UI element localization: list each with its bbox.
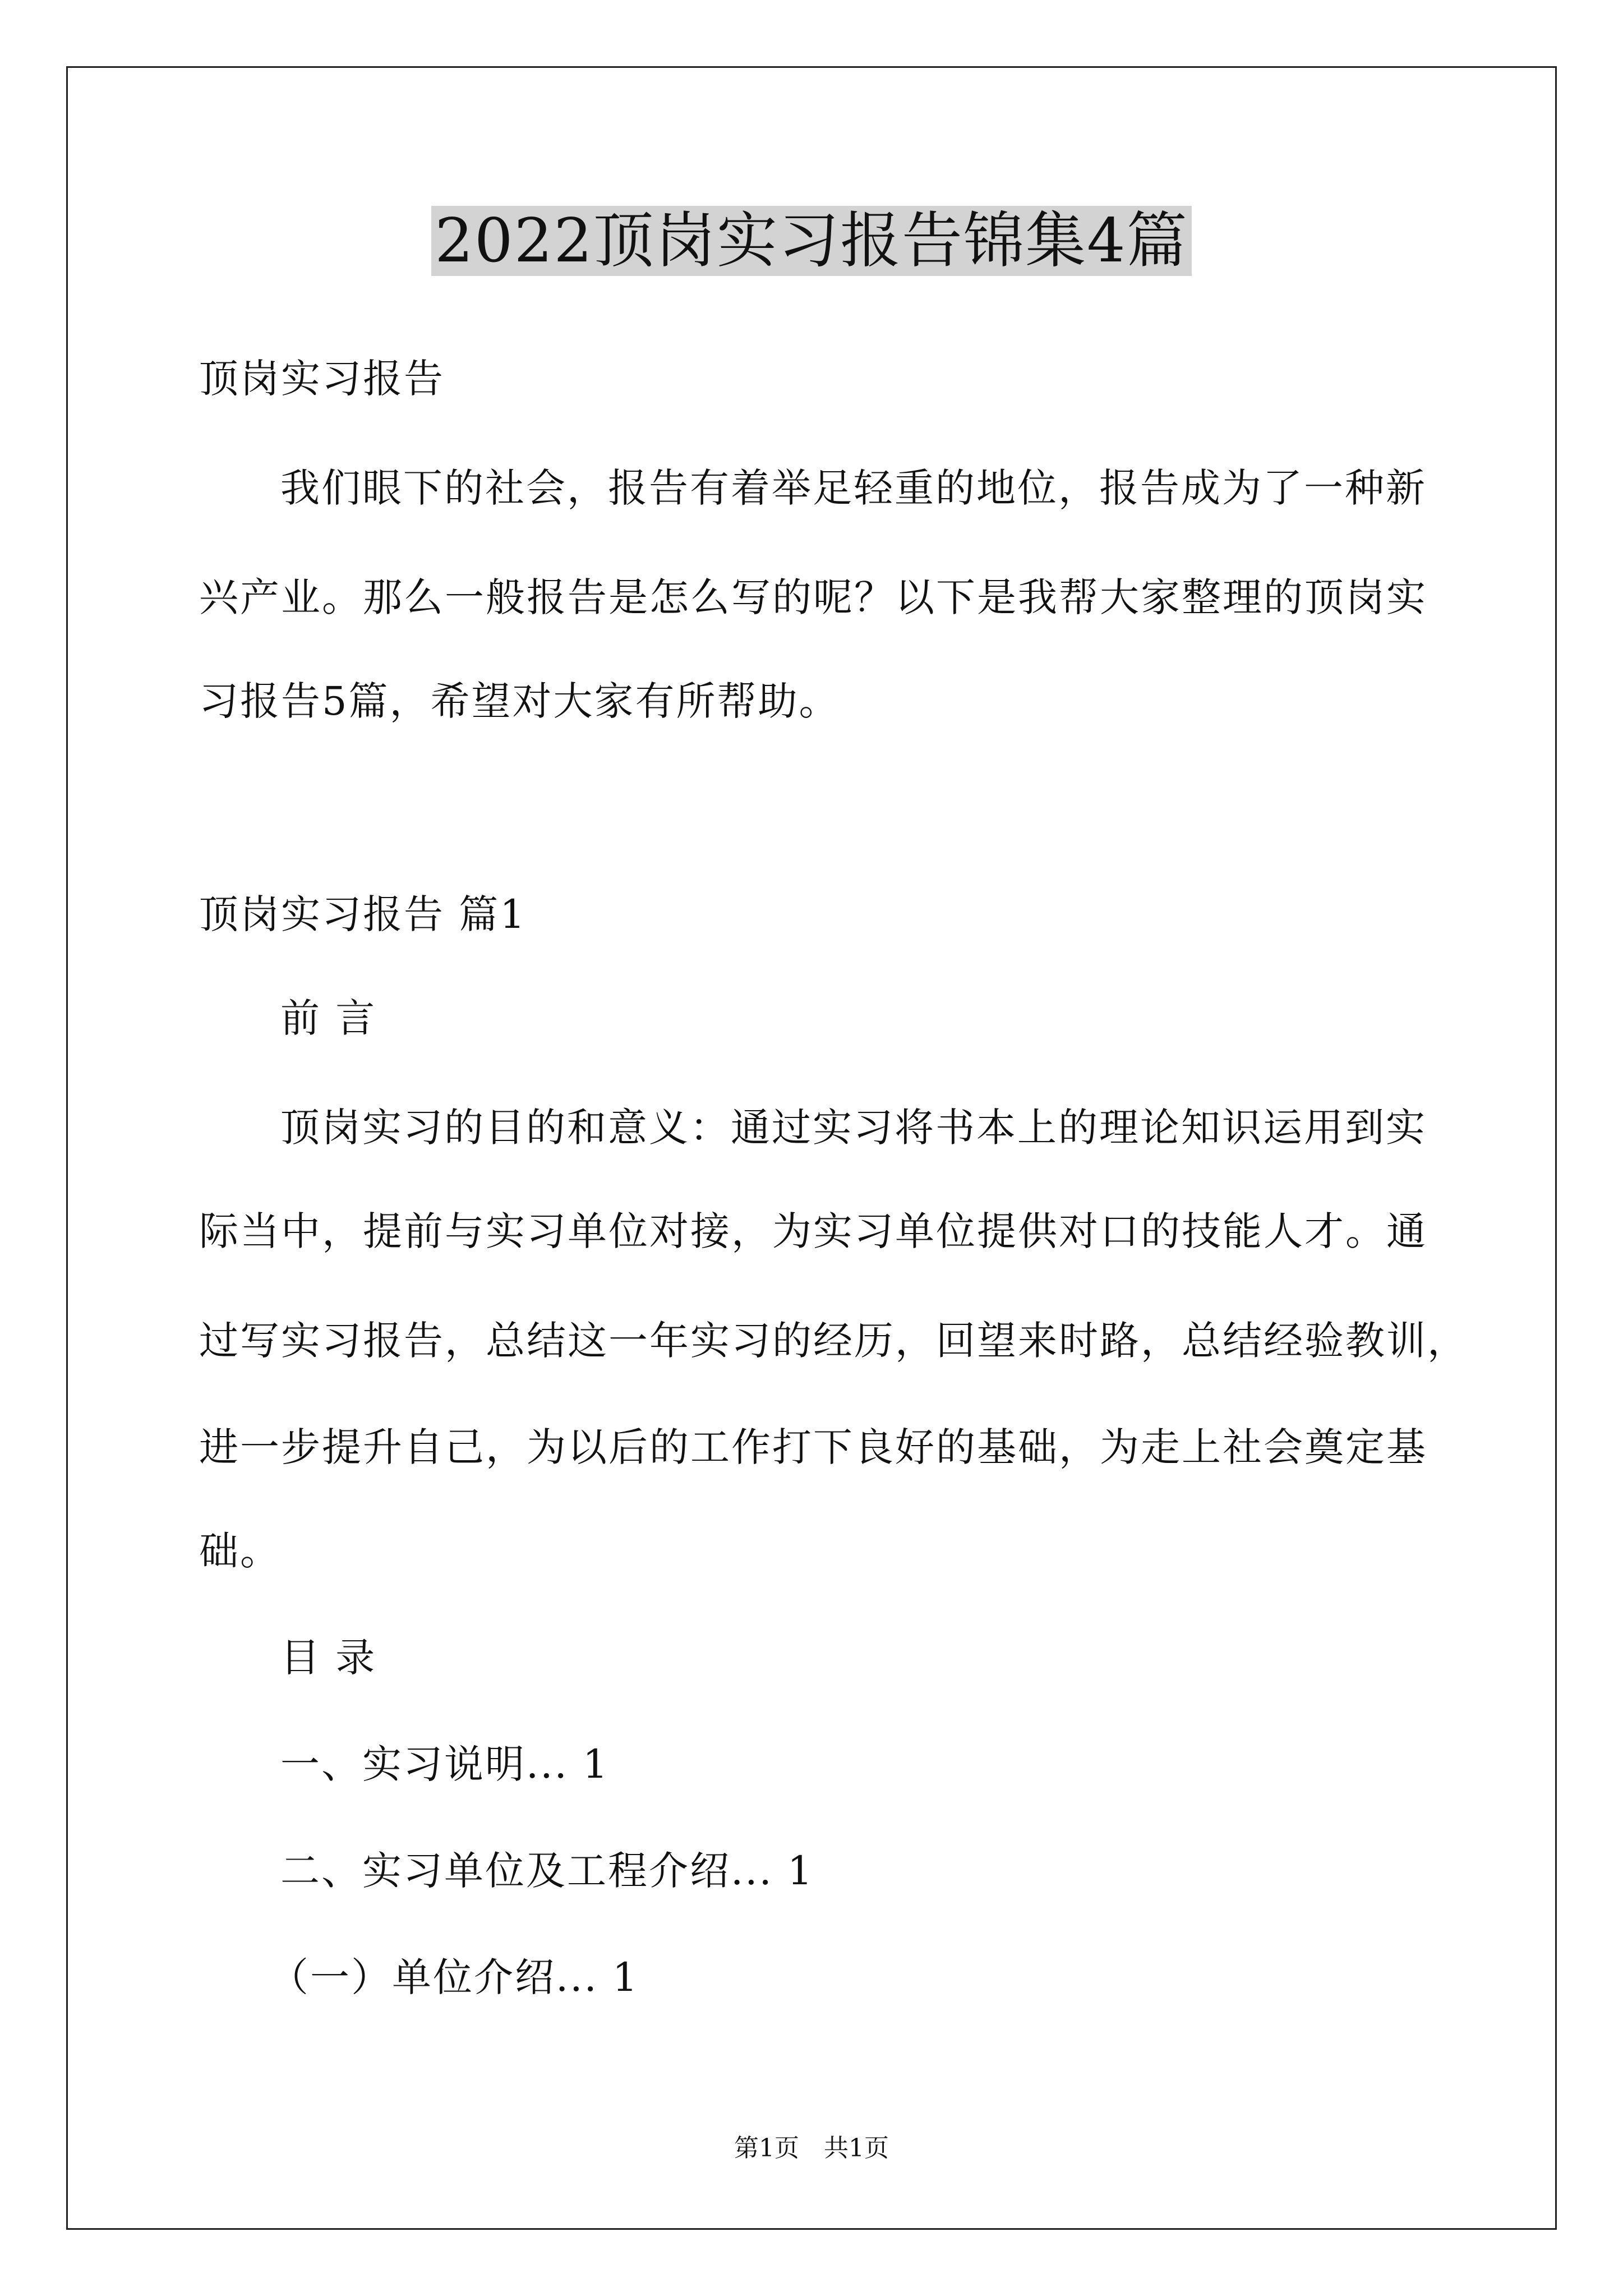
toc-item-3: （一）单位介绍... 1	[269, 1954, 639, 2000]
toc-item-2: 二、实习单位及工程介绍... 1	[280, 1848, 814, 1894]
page-footer	[0, 2132, 1623, 2165]
document-title	[0, 202, 1623, 280]
report-heading: 顶岗实习报告	[199, 356, 445, 402]
preface-line-3: 过写实习报告，总结这一年实习的经历，回望来时路，总结经验教训，	[199, 1318, 1468, 1364]
preface-line-1: 顶岗实习的目的和意义：通过实习将书本上的理论知识运用到实	[280, 1105, 1427, 1151]
document-title-text: 2022顶岗实习报告锦集4篇	[431, 206, 1192, 276]
page-total: 共1页	[824, 2134, 889, 2162]
toc-label: 目 录	[280, 1635, 377, 1681]
preface-line-5: 础。	[199, 1528, 281, 1574]
intro-line-3: 习报告5篇，希望对大家有所帮助。	[199, 678, 840, 724]
section-title: 顶岗实习报告 篇1	[199, 891, 527, 937]
preface-line-2: 际当中，提前与实习单位对接，为实习单位提供对口的技能人才。通	[199, 1208, 1427, 1254]
preface-line-4: 进一步提升自己，为以后的工作打下良好的基础，为走上社会奠定基	[199, 1424, 1427, 1470]
preface-label: 前 言	[280, 995, 377, 1041]
page-number: 第1页	[734, 2134, 799, 2162]
toc-item-1: 一、实习说明... 1	[280, 1741, 610, 1787]
intro-line-2: 兴产业。那么一般报告是怎么写的呢？以下是我帮大家整理的顶岗实	[199, 574, 1427, 620]
intro-line-1: 我们眼下的社会，报告有着举足轻重的地位，报告成为了一种新	[280, 465, 1427, 511]
